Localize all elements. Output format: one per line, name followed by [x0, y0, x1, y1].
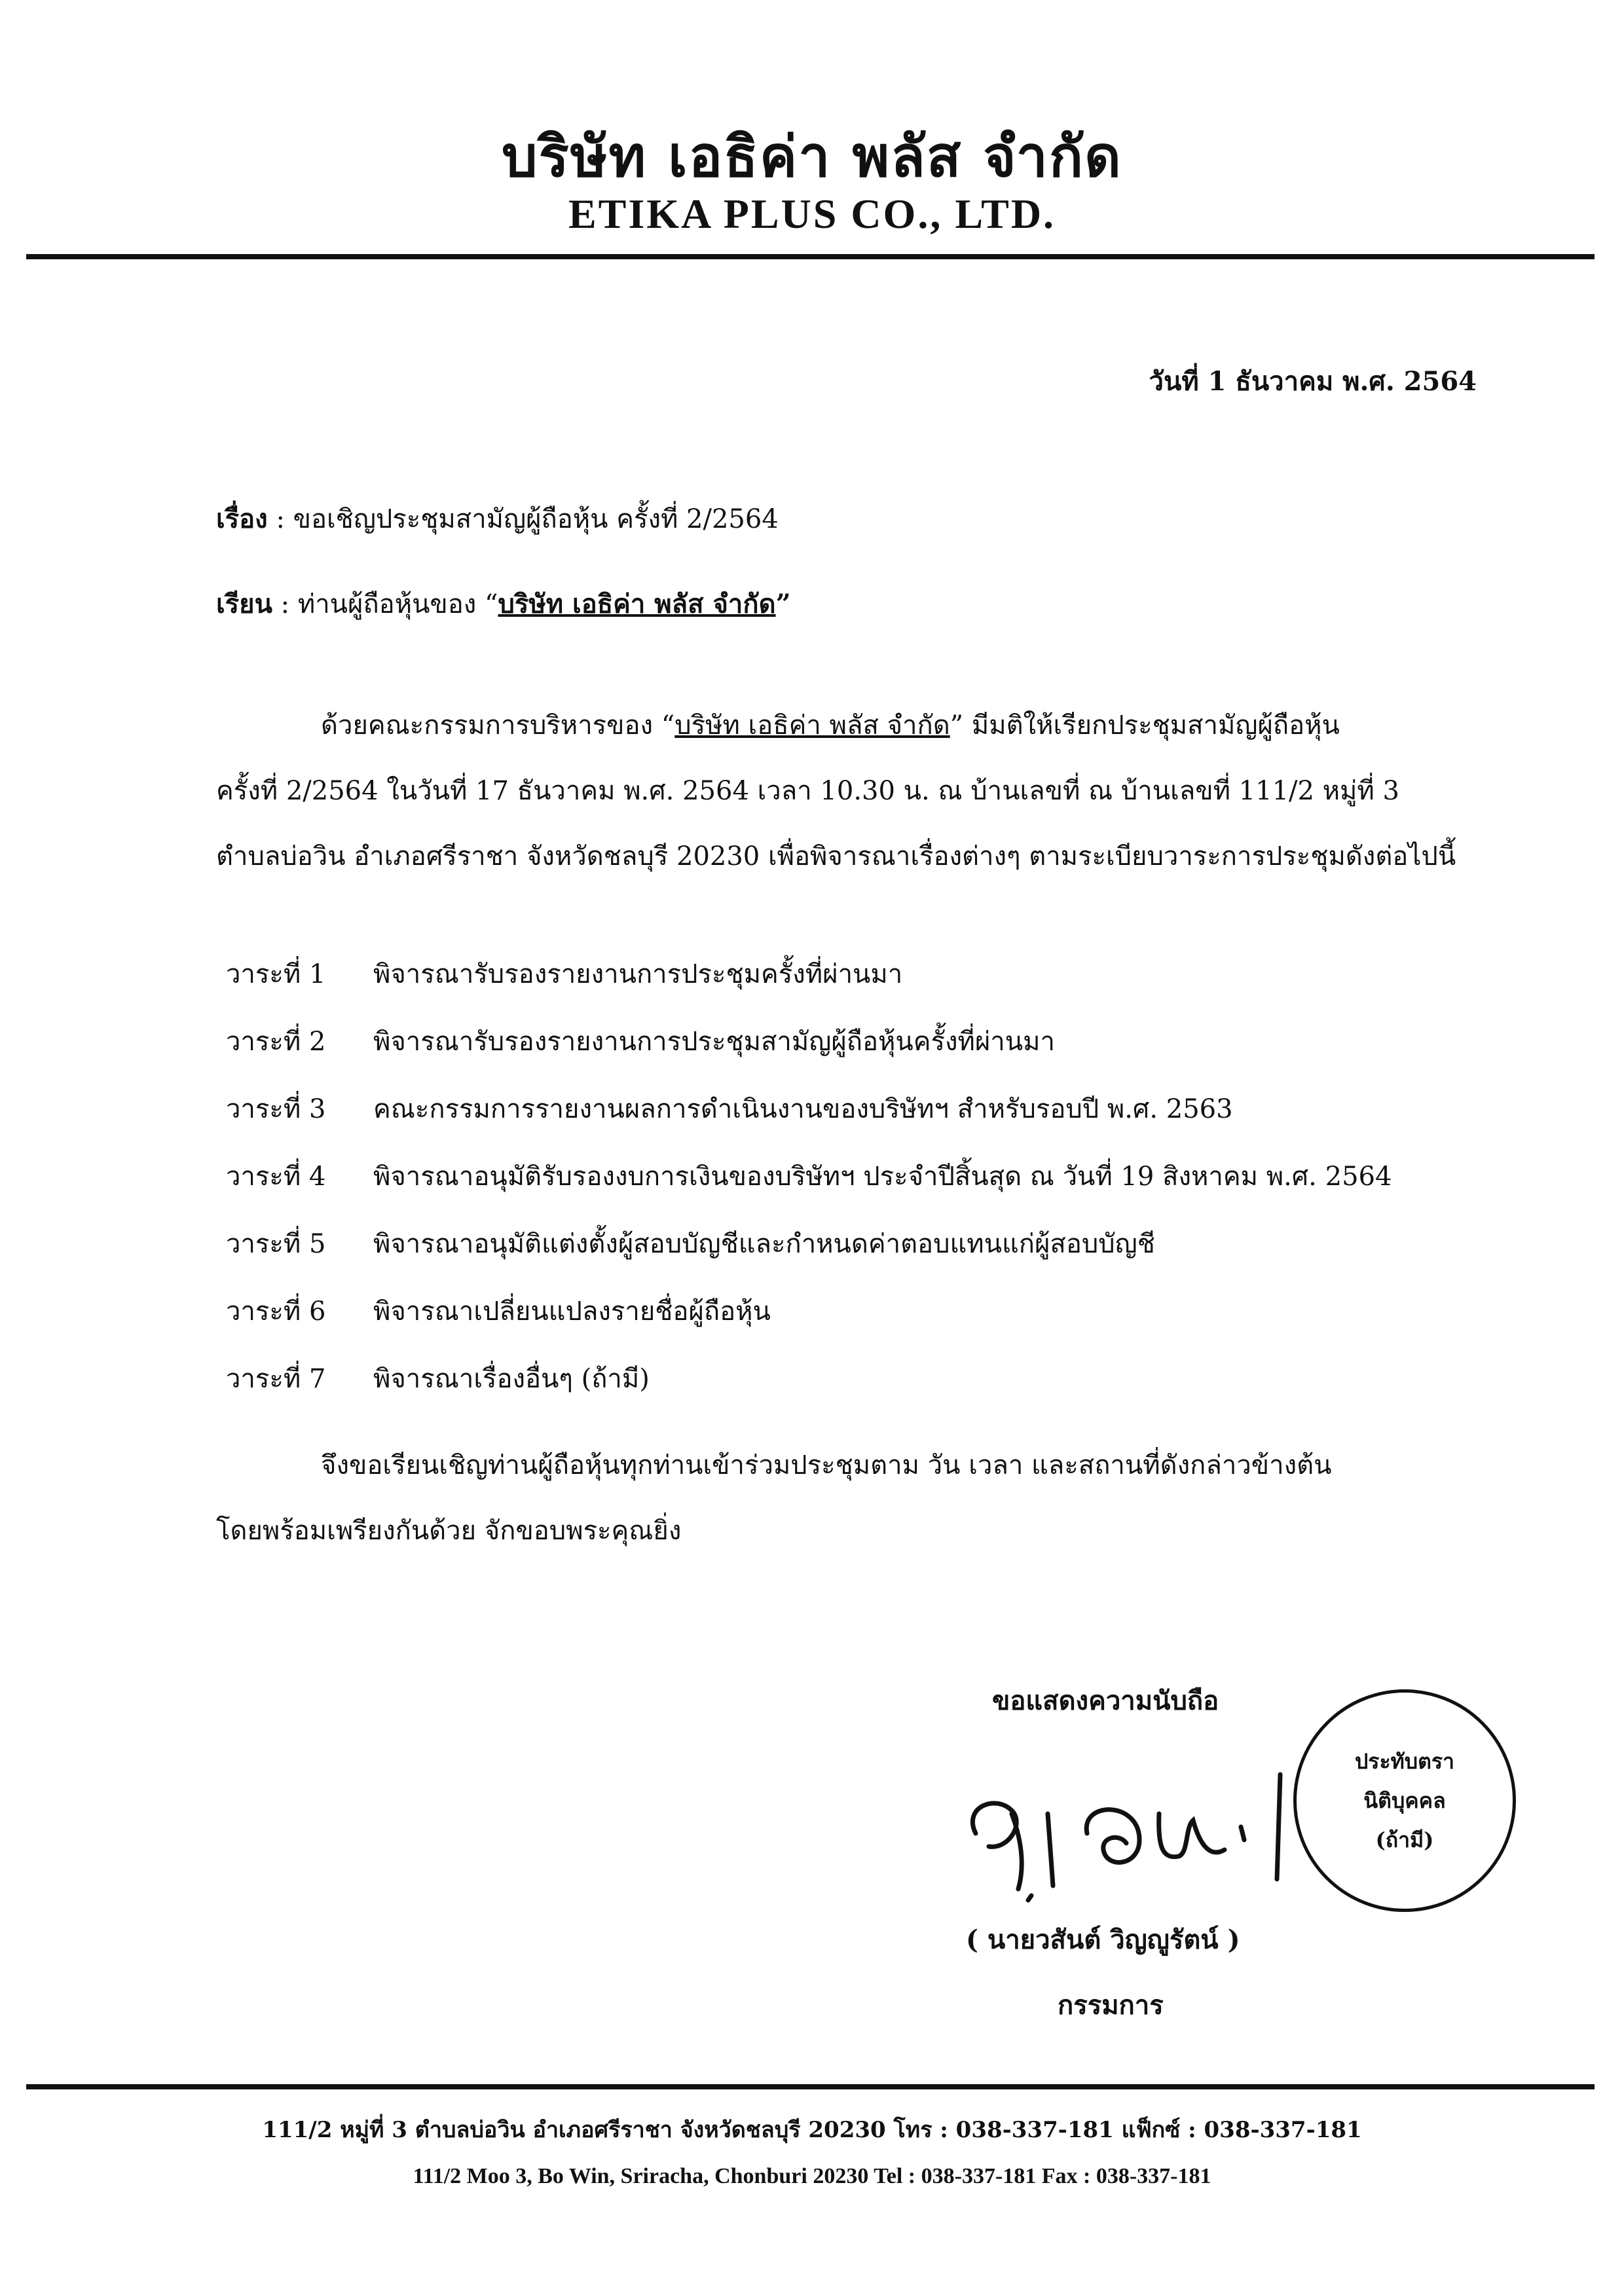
- agenda-number: วาระที่ 1: [226, 959, 326, 989]
- signer-position: กรรมการ: [1058, 1990, 1164, 2021]
- footer-divider: [26, 2084, 1595, 2089]
- paragraph-1-line-1: [321, 704, 1340, 746]
- recipient-line: [216, 583, 791, 625]
- signer-name: ( นายวสันต์ วิญญูรัตน์ ): [966, 1924, 1240, 1955]
- agenda-text: พิจารณาเปลี่ยนแปลงรายชื่อผู้ถือหุ้น: [373, 1296, 771, 1327]
- paragraph-1-company: บริษัท เอธิค่า พลัส จำกัด: [674, 710, 950, 741]
- agenda-text: พิจารณาอนุมัติแต่งตั้งผู้สอบบัญชีและกำหนดค่าตอบแทนแก่ผู้สอบบัญชี: [373, 1229, 1155, 1259]
- agenda-item: [226, 1155, 1392, 1222]
- closing-regards: ขอแสดงความนับถือ: [992, 1685, 1219, 1716]
- footer-address-english: 111/2 Moo 3, Bo Win, Sriracha, Chonburi 20230 Tel : 038-337-181 Fax : 038-337-181: [413, 2164, 1211, 2188]
- agenda-item: [226, 953, 1392, 1020]
- paragraph-1-rest: ” มีมติให้เรียกประชุมสามัญผู้ถือหุ้น: [950, 710, 1340, 741]
- agenda-item: [226, 1088, 1392, 1155]
- seal-line-1: ประทับตรา: [1354, 1749, 1455, 1774]
- agenda-number: วาระที่ 6: [226, 1296, 326, 1327]
- company-name-thai: บริษัท เอธิค่า พลัส จำกัด: [502, 124, 1122, 190]
- seal-line-3: (ถ้ามี): [1375, 1827, 1434, 1852]
- agenda-item: [226, 1020, 1392, 1088]
- paragraph-1-lead: ด้วยคณะกรรมการบริหารของ “: [321, 710, 675, 741]
- subject-text: : ขอเชิญประชุมสามัญผู้ถือหุ้น ครั้งที่ 2/2564: [276, 504, 779, 534]
- seal-line-2: นิติบุคคล: [1363, 1788, 1446, 1813]
- recipient-label: เรียน: [216, 589, 272, 619]
- agenda-number: วาระที่ 3: [226, 1094, 326, 1124]
- paragraph-2-line-2: โดยพร้อมเพรียงกันด้วย จักขอบพระคุณยิ่ง: [216, 1516, 682, 1546]
- agenda-text: พิจารณารับรองรายงานการประชุมครั้งที่ผ่านมา: [373, 959, 903, 989]
- handwritten-signature: [950, 1735, 1303, 1905]
- recipient-prefix: : ท่านผู้ถือหุ้นของ “: [280, 589, 498, 619]
- company-name-english: ETIKA PLUS CO., LTD.: [568, 191, 1056, 237]
- agenda-number: วาระที่ 5: [226, 1229, 326, 1259]
- agenda-item: [226, 1357, 1392, 1425]
- agenda-number: วาระที่ 7: [226, 1364, 326, 1394]
- agenda-number: วาระที่ 4: [226, 1162, 326, 1192]
- agenda-text: พิจารณารับรองรายงานการประชุมสามัญผู้ถือหุ้นครั้งที่ผ่านมา: [373, 1027, 1055, 1057]
- paragraph-2-line-1: จึงขอเรียนเชิญท่านผู้ถือหุ้นทุกท่านเข้าร่วมประชุมตาม วัน เวลา และสถานที่ดังกล่าวข้างต้น: [321, 1450, 1332, 1480]
- agenda-number: วาระที่ 2: [226, 1027, 326, 1057]
- company-seal-circle: [1293, 1689, 1516, 1912]
- paragraph-1-line-2: ครั้งที่ 2/2564 ในวันที่ 17 ธันวาคม พ.ศ. 2564 เวลา 10.30 น. ณ บ้านเลขที่ ณ บ้านเลขที่ 111/2 หมู่ที่ 3: [216, 776, 1399, 806]
- letter-date: วันที่ 1 ธันวาคม พ.ศ. 2564: [1149, 366, 1477, 397]
- agenda-item: [226, 1222, 1392, 1290]
- subject-line: [216, 498, 779, 540]
- agenda-text: พิจารณาเรื่องอื่นๆ (ถ้ามี): [373, 1364, 650, 1394]
- paragraph-1-line-3: ตำบลบ่อวิน อำเภอศรีราชา จังหวัดชลบุรี 20230 เพื่อพิจารณาเรื่องต่างๆ ตามระเบียบวาระการประชุมดังต่อไปนี้: [216, 841, 1456, 872]
- footer-address-thai: 111/2 หมู่ที่ 3 ตำบลบ่อวิน อำเภอศรีราชา จังหวัดชลบุรี 20230 โทร : 038-337-181 แฟ็กซ์ : 038-337-181: [262, 2117, 1362, 2143]
- agenda-text: คณะกรรมการรายงานผลการดำเนินงานของบริษัทฯ สำหรับรอบปี พ.ศ. 2563: [373, 1094, 1233, 1124]
- agenda-list: [226, 953, 1392, 1425]
- agenda-item: [226, 1290, 1392, 1357]
- header-divider: [26, 254, 1595, 259]
- recipient-company: บริษัท เอธิค่า พลัส จำกัด: [498, 589, 776, 619]
- subject-label: เรื่อง: [216, 504, 268, 534]
- recipient-suffix: ”: [775, 589, 791, 619]
- agenda-text: พิจารณาอนุมัติรับรองงบการเงินของบริษัทฯ ประจำปีสิ้นสุด ณ วันที่ 19 สิงหาคม พ.ศ. 2564: [373, 1162, 1392, 1192]
